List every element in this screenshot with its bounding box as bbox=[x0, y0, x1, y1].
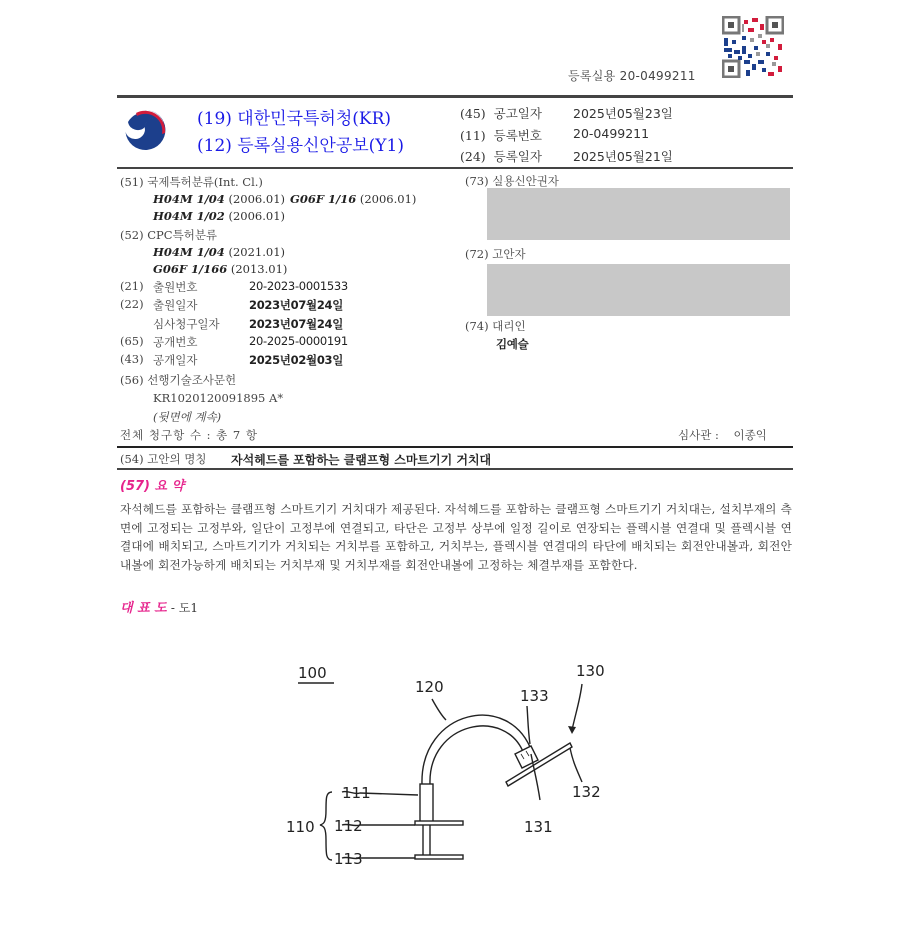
label-120: 120 bbox=[415, 678, 444, 696]
cpc-entry bbox=[153, 245, 285, 259]
patent-drawing bbox=[270, 650, 630, 880]
field-value: 2023년07월24일 bbox=[249, 316, 343, 332]
field-value: 2025년02월03일 bbox=[249, 352, 343, 368]
holder-label: (73) 실용신안권자 bbox=[465, 173, 559, 189]
label-113: 113 bbox=[334, 850, 363, 868]
field-code: (21) bbox=[120, 279, 144, 293]
field-value: 20-2025-0000191 bbox=[249, 334, 348, 348]
prior-art-entry: KR1020120091895 A* bbox=[153, 391, 283, 405]
pub-label: 등록일자 bbox=[494, 149, 542, 164]
ipc-code: H04M 1/02 bbox=[153, 209, 225, 223]
pub-code: (45) bbox=[460, 106, 486, 121]
holder-redacted bbox=[487, 188, 790, 240]
cpc-version: (2013.01) bbox=[231, 262, 288, 276]
pub-code: (11) bbox=[460, 128, 486, 143]
field-code: (22) bbox=[120, 297, 144, 311]
pub-row bbox=[460, 104, 542, 122]
arrow-130 bbox=[568, 726, 576, 734]
qr-code bbox=[722, 16, 784, 78]
pub-label: 등록번호 bbox=[494, 128, 542, 143]
cpc-code: G06F 1/166 bbox=[153, 262, 227, 276]
agent-label: (74) 대리인 bbox=[465, 318, 526, 334]
field-code: (65) bbox=[120, 334, 144, 348]
rep-fig-value: - 도1 bbox=[171, 601, 198, 615]
gazette-type: (12) 등록실용신안공보(Y1) bbox=[197, 131, 404, 156]
ipc-entry bbox=[290, 192, 416, 206]
label-110: 110 bbox=[286, 818, 315, 836]
field-label: 공개번호 bbox=[153, 334, 197, 350]
label-111: 111 bbox=[342, 784, 371, 802]
field-label: 출원일자 bbox=[153, 297, 197, 313]
field-value: 2023년07월24일 bbox=[249, 297, 343, 313]
ipc-version: (2006.01) bbox=[360, 192, 417, 206]
field-value: 20-2023-0001533 bbox=[249, 279, 348, 293]
prior-art-label: (56) 선행기술조사문헌 bbox=[120, 372, 236, 388]
rule-title-top bbox=[117, 446, 793, 448]
title-label: (54) 고안의 명칭 bbox=[120, 451, 206, 467]
field-label: 심사청구일자 bbox=[153, 316, 220, 332]
ipc-version: (2006.01) bbox=[228, 192, 285, 206]
rule-header-bottom bbox=[117, 167, 793, 169]
ipc-entry bbox=[153, 192, 285, 206]
inventor-label: (72) 고안자 bbox=[465, 246, 526, 262]
agent-name: 김예슬 bbox=[496, 336, 528, 352]
ipc-code: H04M 1/04 bbox=[153, 192, 225, 206]
cpc-entry bbox=[153, 262, 287, 276]
rule-title-bottom bbox=[117, 468, 793, 470]
inventor-redacted bbox=[487, 264, 790, 316]
ipc-entry bbox=[153, 209, 285, 223]
rep-fig-label: 대 표 도 bbox=[120, 601, 167, 616]
cpc-version: (2021.01) bbox=[228, 245, 285, 259]
field-label: 출원번호 bbox=[153, 279, 197, 295]
continued-note: (뒷면에 계속) bbox=[153, 409, 221, 425]
pub-value: 2025년05월23일 bbox=[573, 104, 673, 122]
pub-row bbox=[460, 126, 542, 144]
utility-model-title: 자석헤드를 포함하는 클램프형 스마트기기 거치대 bbox=[231, 451, 491, 468]
pub-row bbox=[460, 147, 542, 165]
label-133: 133 bbox=[520, 687, 549, 705]
label-131: 131 bbox=[524, 818, 553, 836]
label-112: 112 bbox=[334, 817, 363, 835]
cpc-code: H04M 1/04 bbox=[153, 245, 225, 259]
pub-value: 2025년05월21일 bbox=[573, 147, 673, 165]
abstract-text: 자석헤드를 포함하는 클램프형 스마트기기 거치대가 제공된다. 자석헤드를 포함하는 클램프형 스마트기기 거치대는, 설치부재의 측면에 고정되는 고정부와, 일단이 고정부에 연결되고, 타단은 고정부 상부에 일정 길이로 연장되는 플렉시블 연결대 및 플렉시블 연결대에 배치되고, 스마트기기가 거치되는 거치부를 포함하고, 거치부는, 플렉시블 연결대의 타단에 배치되는 회전안내볼과, 회전안내볼에 회전가능하게 배치되는 거치부재 및 거치부재를 회전안내볼에 고정하는 체결부재를 포함한다. bbox=[120, 500, 792, 574]
label-130: 130 bbox=[576, 662, 605, 680]
field-code: (43) bbox=[120, 352, 144, 366]
office-name: (19) 대한민국특허청(KR) bbox=[197, 104, 391, 129]
label-100: 100 bbox=[298, 664, 327, 682]
pub-code: (24) bbox=[460, 149, 486, 164]
label-132: 132 bbox=[572, 783, 601, 801]
pub-label: 공고일자 bbox=[494, 106, 542, 121]
field-label: 공개일자 bbox=[153, 352, 197, 368]
examiner: 심사관 : 이종익 bbox=[678, 427, 767, 443]
kipo-logo bbox=[122, 107, 168, 153]
rule-top bbox=[117, 95, 793, 98]
ipc-version: (2006.01) bbox=[228, 209, 285, 223]
representative-figure bbox=[120, 597, 198, 616]
ipc-label: (51) 국제특허분류(Int. Cl.) bbox=[120, 174, 263, 190]
abstract-heading: (57) 요 약 bbox=[120, 475, 184, 494]
claims-total: 전체 청구항 수 : 총 7 항 bbox=[120, 427, 258, 443]
cpc-label: (52) CPC특허분류 bbox=[120, 227, 217, 243]
pub-value: 20-0499211 bbox=[573, 126, 649, 141]
registration-number: 등록실용 20-0499211 bbox=[568, 67, 696, 84]
ipc-code: G06F 1/16 bbox=[290, 192, 356, 206]
